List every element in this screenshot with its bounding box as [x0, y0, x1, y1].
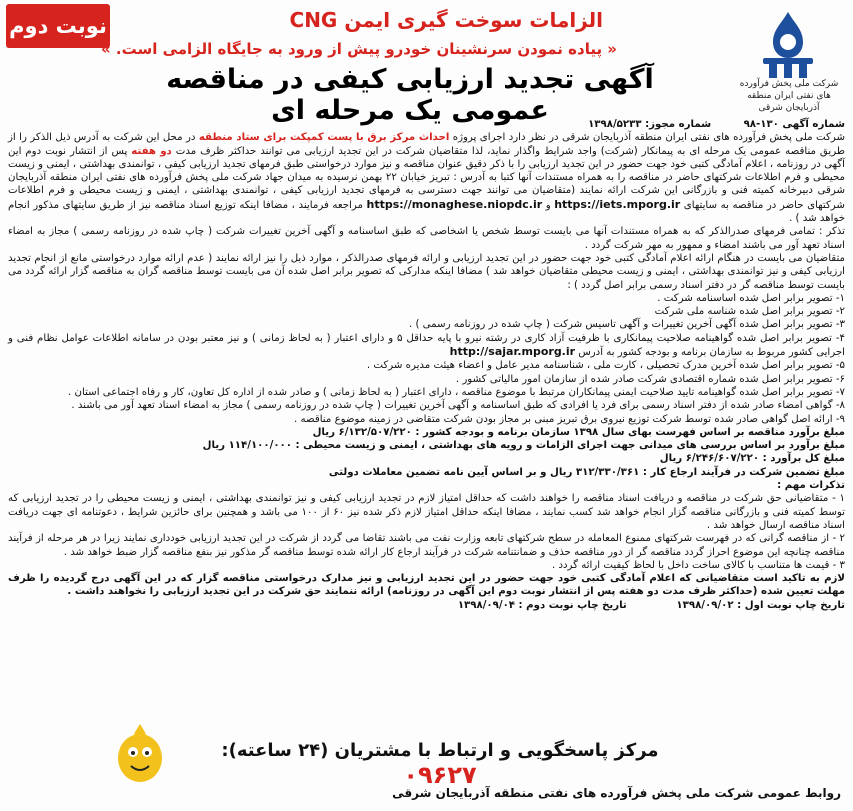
meta-line [8, 118, 845, 131]
mascot-icon [105, 718, 175, 788]
project-title: احداث مرکز برق با پست کمپکت برای ستاد منطقه [198, 132, 450, 144]
first-print-date: تاریخ چاپ نوبت اول : ۱۳۹۸/۰۹/۰۲ [676, 599, 845, 611]
hotline-number[interactable]: ۰۹۶۲۷ [403, 761, 477, 789]
amount-line: مبلغ تضمین شرکت در فرآیند ارجاع کار : ۳۱۲/۳۳۰/۳۶۱ ریال و بر اساس آیین نامه تضمین معاملات دولتی [328, 466, 845, 478]
footer-credit: روابط عمومی شرکت ملی پخش فرآورده های نفتی منطقه آذربایجان شرقی [392, 786, 841, 800]
list-item: ۸- گواهی امضاء صادر شده از دفتر اسناد رسمی برای فرد یا افرادی که طبق اساسنامه و آگهی آخرین تغییرات ( چاپ شده در روزنامه رسمی ) مجاز به امضاء اسناد تعهد آور می باشند . [71, 400, 845, 412]
permit-number: شماره مجوز: ۱۳۹۸/۵۲۳۳ [588, 119, 712, 130]
list-item [8, 332, 845, 360]
hotline-label: مرکز پاسخگویی و ارتباط با مشتریان (۲۴ ساعته): [221, 740, 659, 761]
list-item: ۵- تصویر برابر اصل شده آخرین مدرک تحصیلی ، کارت ملی ، شناسنامه مدیر عامل و اعضاء هیئت مدیره شرکت . [366, 360, 845, 372]
list-item: ۳- تصویر برابر اصل شده آگهی آخرین تغییرات و آگهی تاسیس شرکت ( چاپ شده در روزنامه رسمی ) . [408, 319, 845, 331]
company-logo-icon [733, 6, 843, 136]
list-item: ۲- تصویر برابر اصل شده شناسه ملی شرکت [654, 306, 845, 318]
link-conjunction: و [545, 199, 551, 211]
intro-paragraph [8, 131, 845, 225]
cng-title: الزامات سوخت گیری ایمن CNG [289, 8, 603, 32]
amount-line: مبلغ برآورد مناقصه بر اساس فهرست بهای سال ۱۳۹۸ سازمان برنامه و بودجه کشور : ۶/۱۳۲/۵۰۷/۲۲۰ ریال [312, 426, 845, 438]
note-item: ۳ - قیمت ها متناسب با کالای ساخت داخل با لحاظ کیفیت ارائه گردد . [551, 559, 845, 571]
intro-text-2: در محل این شرکت به آدرس ذیل الذکر را از طریق مناقصه عمومی یک مرحله ای به پیمانکار (شرکت) واجد شرایط واگذار نماید، لذا متقاضیان شرکت در این تجدید ارزیابی می توانند حداکثر ظرف مدت [8, 132, 845, 157]
note-paragraph: تذکر : تمامی فرمهای صدرالذکر که به همراه مستندات آنها می بایست توسط شخص یا اشخاصی که طبق اساسنامه و آگهی آخرین تغییرات شرکت ( چاپ شده در روزنامه رسمی ) مجاز به امضاء اسناد تعهد آور می باشند امضاء و ممهور به مهر شرکت گردد . [8, 226, 845, 251]
note-item: ۲ - از مناقصه گرانی که در فهرست شرکتهای ممنوع المعامله در سطح شرکتهای تابعه وزارت نفت می باشند تقاضا می گردد از شرکت در این تجدید ارزیابی خودداری نمایند زیرا در هر مرحله از فرآیند مناقصه چنانچه این موضوع احراز گردد مناقصه گر از دور مناقصه حذف و ضمانتنامه شرکت در فرآیند ارجاع کار ارائه شده توسط مناقصه گر مذکور نیز بنفع مناقصه گزار ضبط خواهد شد . [8, 533, 845, 558]
page-title: آگهی تجدید ارزیابی کیفی در مناقصه عمومی یک مرحله ای [166, 64, 654, 126]
amount-line: مبلغ کل برآورد : ۶/۲۴۶/۶۰۷/۲۲۰ ریال [659, 453, 845, 465]
announcement-body [8, 118, 845, 612]
dates-line [8, 599, 845, 612]
link-sajar[interactable]: http://sajar.mporg.ir [449, 345, 576, 359]
amount-line: مبلغ برآورد بر اساس بررسی های میدانی جهت اجرای الزامات و رویه های بهداشتی ، ایمنی و زیست محیطی : ۱۱۴/۱۰۰/۰۰۰ ریال [202, 440, 845, 452]
link-iets[interactable]: https://iets.mporg.ir [554, 197, 681, 211]
list-item: ۱- تصویر برابر اصل شده اساسنامه شرکت . [657, 292, 845, 304]
intro-text: شرکت ملی پخش فرآورده های نفتی ایران منطقه آذربایجان شرقی در نظر دارد اجرای پروژه [452, 132, 845, 144]
second-print-date: تاریخ چاپ نوبت دوم : ۱۳۹۸/۰۹/۰۴ [457, 599, 627, 611]
list-item: ۹- ارائه اصل گواهی صادر شده توسط شرکت توزیع نیروی برق تبریز مبنی بر مجاز بودن شرکت متقاضی در زمینه موضوع مناقصه . [294, 413, 845, 425]
list-item: ۷- تصویر برابر اصل شده گواهینامه تایید صلاحیت ایمنی پیمانکاران مرتبط با موضوع مناقصه ، دارای اعتبار ( به لحاظ زمانی ) و صادر شده از اداره کل تعاون، کار و رفاه اجتماعی استان . [68, 386, 845, 398]
notes-title: تذکرات مهم : [777, 480, 845, 492]
list-item: ۶- تصویر برابر اصل شده شماره اقتصادی شرکت صادر شده از سازمان امور مالیاتی کشور . [455, 373, 845, 385]
cng-subtitle: « پیاده نمودن سرنشینان خودرو پیش از ورود به جایگاه الزامی است. » [100, 40, 617, 58]
list-item-text: ۴- تصویر برابر اصل شده گواهینامه صلاحیت پیمانکاری با ظرفیت آزاد کاری در رشته نیرو با پایه حداقل ۵ و دارای اعتبار ( به لحاظ زمانی ) و نیز معتبر بودن در سامانه اطلاعات عوامل نظام فنی و اجرایی کشور مربوط به سازمان برنامه و بودجه کشور به آدرس [8, 332, 846, 359]
note-item: ۱ - متقاضیانی حق شرکت در مناقصه و دریافت اسناد مناقصه را خواهند داشت که حداقل امتیاز لازم در تجدید ارزیابی کیفی و نیز توانمندی بهداشتی ، ایمنی و زیست محیطی را در تجدید ارزیابی که توسط کمیته فنی و بازرگانی مناقصه گزار انجام خواهد شد کسب نمایند ، مضافا اینکه حداقل امتیاز لازم ذکر شده نیز ۶۰ از ۱۰۰ می باشد و همچنین برای حائزین شرایط ، دعوتنامه ای جهت دریافت اسناد مناقصه ارسال خواهد شد . [8, 493, 845, 531]
logo-caption: شرکت ملی پخش فرآورده های نفتی ایران منطقه آذربایجان شرقی [739, 79, 839, 113]
link-monaghese[interactable]: https://monaghese.niopdc.ir [366, 197, 543, 211]
deadline-highlight: دو هفته [131, 145, 172, 157]
intro-text-4: مراجعه فرمایند ، مضافا اینکه توزیع اسناد مناقصه نیز از طریق سایتهای مذکور انجام خواهد شد ) . [8, 199, 845, 225]
intro-text-3: پس از انتشار نوبت دوم این آگهی در روزنامه ، اعلام آمادگی کتبی خود جهت حضور در این تجدید ارزیابی را با ذکر دقیق عنوان مناقصه و نیز موارد درخواستی طبق فرمهای تجدید ارزیابی کیفی ، توانمندی بهداشتی ، ایمنی و زیست محیطی و فرم اطلاعات شرکتهای حاضر در مناقصه را به همراه مستندات آنها کتبا به آدرس : تبریز خیابان ۲۲ بهمن نرسیده به میدان جهاد شرکت ملی پخش فرآورده های نفتی ایران منطقه آذربایجان شرقی دبیرخانه کمیته فنی و بازرگانی این شرکت ارائه نمایند (متقاضیان می توانند جهت دسترسی به فرمهای تجدید ارزیابی کیفی ، توانمندی بهداشتی ، ایمنی و زیست محیطی و فرم اطلاعات شرکتهای حاضر در مناقصه به سایتهای [8, 145, 845, 211]
ad-number: شماره آگهی ۱۳۰-۹۸ [743, 119, 845, 130]
requirements-paragraph: متقاضیان می بایست در هنگام ارائه اعلام آمادگی کتبی خود جهت حضور در این تجدید ارزیابی و ارائه فرمهای صدرالذکر ، موارد ذیل را نیز ارائه نمایند ( عدم ارائه موارد درخواستی مانع از انجام تجدید ارزیابی کیفی و نیز توانمندی بهداشتی ، ایمنی و زیست محیطی متقاضیان خواهد شد ) مضافا اینکه مدارکی که تصویر برابر اصل شده آن می بایست توسط مناقصه گران به مناقصه گزار ارائه گردد می بایست توسط مناقصه گر در دفتر اسناد رسمی برابر اصل گردد ) : [8, 252, 845, 291]
note-item: لازم به تاکید است متقاضیانی که اعلام آمادگی کتبی خود جهت حضور در این تجدید ارزیابی و نیز مدارک درخواستی مناقصه گزار که در این آگهی درج گردیده را ظرف مهلت تعیین شده (حداکثر ظرف مدت دو هفته پس از انتشار نوبت دوم این آگهی در روزنامه) ارائه ننمایند حق شرکت در این تجدید ارزیابی را نخواهند داشت . [8, 573, 845, 598]
second-publication-badge: نوبت دوم [6, 4, 110, 48]
customer-hotline [200, 740, 680, 789]
